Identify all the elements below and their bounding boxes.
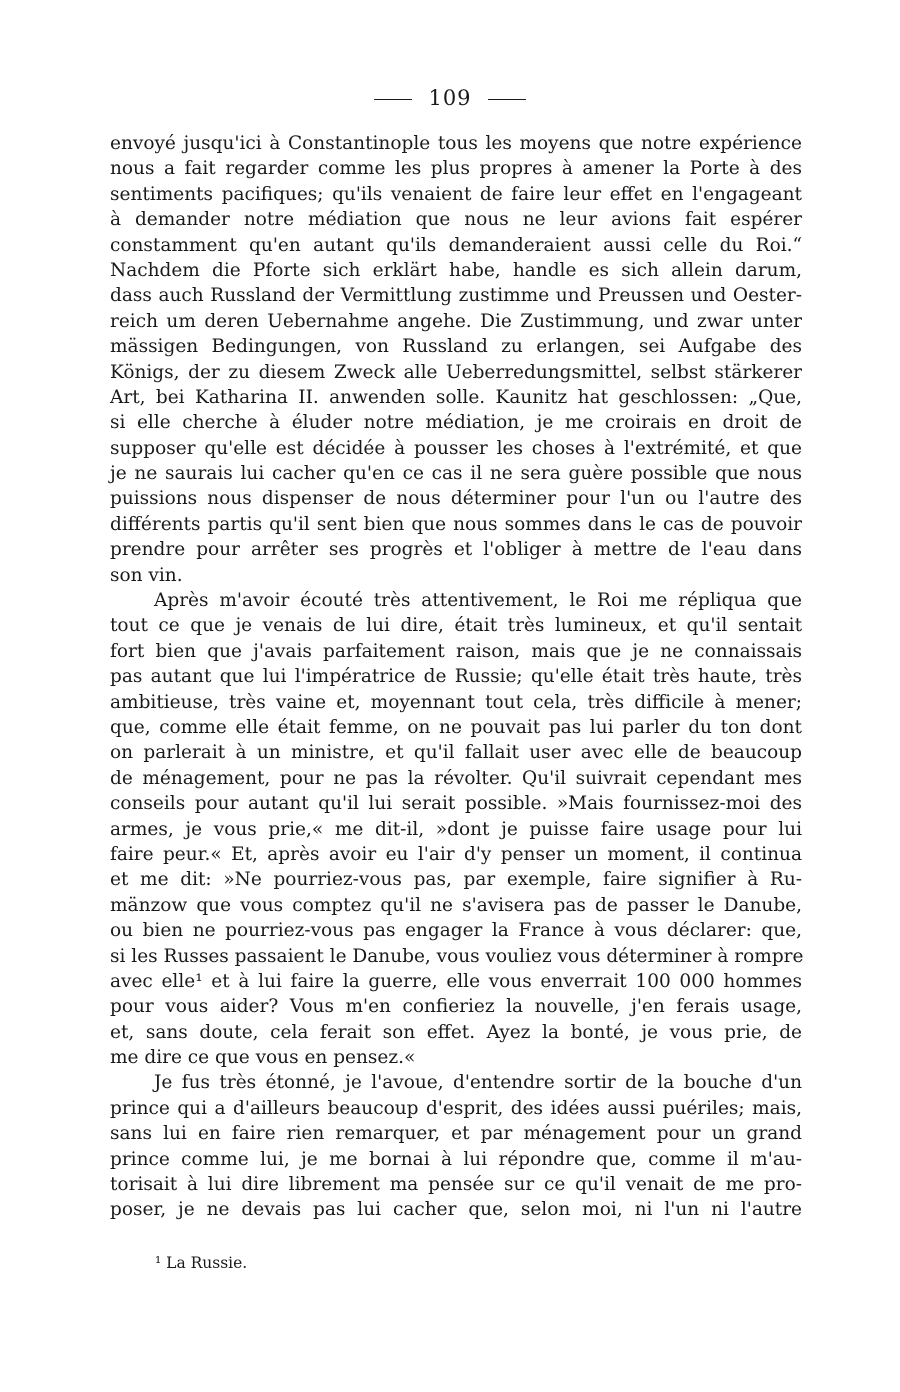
- header-rule-right: [488, 99, 526, 100]
- page-header: [0, 84, 900, 112]
- text-line: et me dit: »Ne pourriez-vous pas, par exemple, faire signifier à Ru-: [110, 869, 802, 891]
- text-line: constamment qu'en autant qu'ils demanderaient aussi celle du Roi.“: [110, 234, 802, 256]
- text-line: ou bien ne pourriez-vous pas engager la France à vous déclarer: que,: [110, 920, 802, 942]
- text-line: puissions nous dispenser de nous déterminer pour l'un ou l'autre des: [110, 488, 802, 510]
- text-line: dass auch Russland der Vermittlung zustimme und Preussen und Oester-: [110, 285, 802, 307]
- text-line: tout ce que je venais de lui dire, était très lumineux, et qu'il sentait: [110, 615, 802, 637]
- text-line: supposer qu'elle est décidée à pousser les choses à l'extrémité, et que: [110, 437, 802, 459]
- text-line: Art, bei Katharina II. anwenden solle. Kaunitz hat geschlossen: „Que,: [110, 386, 802, 408]
- page-number: 109: [428, 86, 472, 110]
- text-line: conseils pour autant qu'il lui serait possible. »Mais fournissez-moi des: [110, 793, 802, 815]
- text-line: mässigen Bedingungen, von Russland zu erlangen, sei Aufgabe des: [110, 336, 802, 358]
- text-line: je ne saurais lui cacher qu'en ce cas il ne sera guère possible que nous: [110, 463, 802, 485]
- text-line: ambitieuse, très vaine et, moyennant tout cela, très difficile à mener;: [110, 691, 802, 713]
- text-line: sentiments pacifiques; qu'ils venaient de faire leur effet en l'engageant: [110, 183, 802, 205]
- body-text: [110, 131, 802, 1223]
- text-line: reich um deren Uebernahme angehe. Die Zustimmung, und zwar unter: [110, 310, 802, 332]
- text-line: de ménagement, pour ne pas la révolter. Qu'il suivrait cependant mes: [110, 767, 802, 789]
- text-line: sans lui en faire rien remarquer, et par ménagement pour un grand: [110, 1123, 802, 1145]
- text-line: si les Russes passaient le Danube, vous vouliez vous déterminer à rompre: [110, 945, 804, 967]
- text-line: envoyé jusqu'ici à Constantinople tous les moyens que notre expérience: [110, 133, 802, 154]
- text-line: prendre pour arrêter ses progrès et l'obliger à mettre de l'eau dans: [110, 539, 802, 561]
- text-line: mänzow que vous comptez qu'il ne s'avisera pas de passer le Danube,: [110, 894, 802, 916]
- footnote-text: La Russie.: [166, 1254, 248, 1272]
- text-line: Nachdem die Pforte sich erklärt habe, handle es sich allein darum,: [110, 259, 802, 281]
- text-line: Après m'avoir écouté très attentivement, le Roi me répliqua que: [154, 590, 802, 612]
- footnote: [155, 1252, 247, 1274]
- text-line: si elle cherche à éluder notre médiation, je me croirais en droit de: [110, 412, 802, 434]
- footnote-marker: ¹: [155, 1254, 162, 1272]
- text-line: torisait à lui dire librement ma pensée sur ce qu'il venait de me pro-: [110, 1174, 802, 1196]
- text-line: différents partis qu'il sent bien que nous sommes dans le cas de pouvoir: [110, 513, 802, 535]
- text-line: que, comme elle était femme, on ne pouvait pas lui parler du ton dont: [110, 716, 802, 738]
- text-line: nous a fait regarder comme les plus propres à amener la Porte à des: [110, 158, 802, 180]
- text-line: poser, je ne devais pas lui cacher que, selon moi, ni l'un ni l'autre: [110, 1199, 802, 1221]
- text-line: avec elle¹ et à lui faire la guerre, elle vous enverrait 100 000 hommes: [110, 970, 802, 992]
- text-line: armes, je vous prie,« me dit-il, »dont je puisse faire usage pour lui: [110, 818, 802, 840]
- text-line: Königs, der zu diesem Zweck alle Ueberredungsmittel, selbst stärkerer: [110, 361, 802, 383]
- text-line: à demander notre médiation que nous ne leur avions fait espérer: [110, 209, 802, 231]
- text-line: fort bien que j'avais parfaitement raison, mais que je ne connaissais: [110, 640, 802, 662]
- text-line: prince comme lui, je me bornai à lui répondre que, comme il m'au-: [110, 1148, 802, 1170]
- text-line: faire peur.« Et, après avoir eu l'air d'y penser un moment, il continua: [110, 843, 802, 865]
- text-line: on parlerait à un ministre, et qu'il fallait user avec elle de beaucoup: [110, 742, 802, 764]
- text-line: pas autant que lui l'impératrice de Russie; qu'elle était très haute, très: [110, 666, 802, 688]
- text-line: et, sans doute, cela ferait son effet. Ayez la bonté, je vous prie, de: [110, 1021, 802, 1043]
- text-line: pour vous aider? Vous m'en confieriez la nouvelle, j'en ferais usage,: [110, 996, 802, 1018]
- header-rule-left: [374, 99, 412, 100]
- text-line: prince qui a d'ailleurs beaucoup d'esprit, des idées aussi puériles; mais,: [110, 1097, 802, 1119]
- text-line: son vin.: [110, 564, 183, 586]
- text-line: me dire ce que vous en pensez.«: [110, 1047, 416, 1069]
- text-line: Je fus très étonné, je l'avoue, d'entendre sortir de la bouche d'un: [154, 1072, 802, 1094]
